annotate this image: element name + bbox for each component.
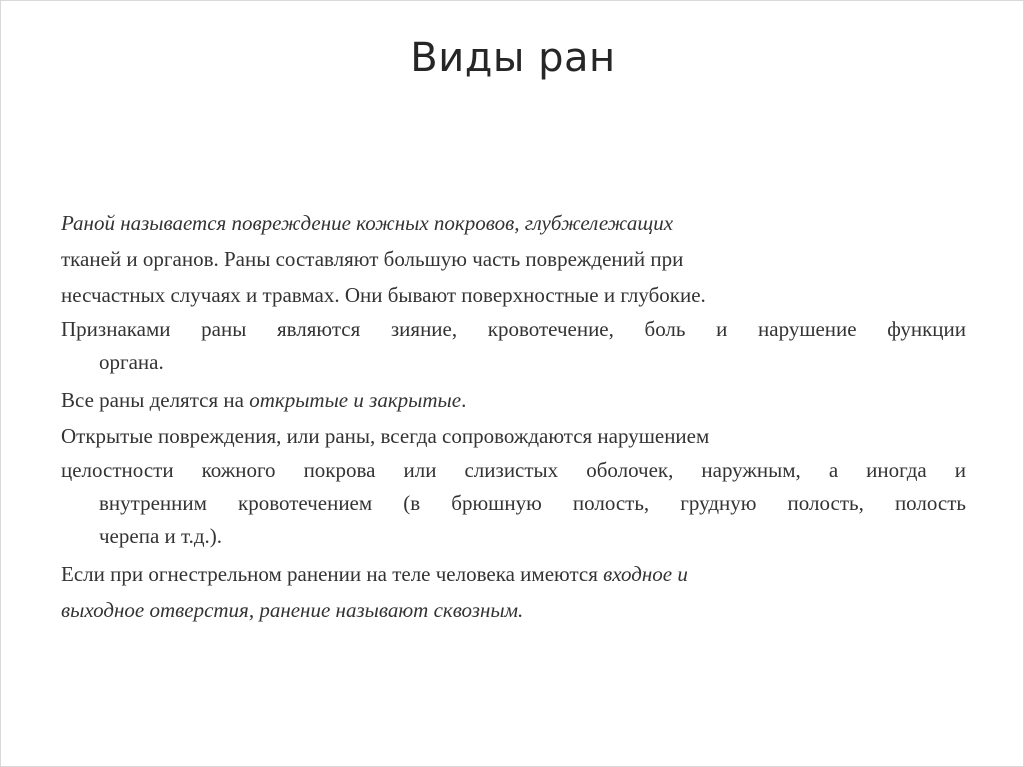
text-line-1 xyxy=(61,205,966,241)
classification-text: Все раны делятся на xyxy=(61,388,250,412)
text-line-7b: внутренним кровотечением (в брюшную полость, грудную полость, полость xyxy=(99,491,966,515)
text-line-6: Открытые повреждения, или раны, всегда сопровождаются нарушением xyxy=(61,424,710,448)
text-line-8 xyxy=(61,556,966,592)
text-line-2: тканей и органов. Раны составляют большую часть повреждений при xyxy=(61,247,684,271)
signs-paragraph xyxy=(61,313,966,379)
text-line-7c: черепа и т.д.). xyxy=(99,524,223,548)
slide-title: Виды ран xyxy=(410,35,616,81)
classification-emphasis: открытые и закрытые xyxy=(249,388,462,412)
through-wound-text: выходное отверстия, ранение называют сквозным. xyxy=(61,598,524,622)
text-line-4b: органа. xyxy=(99,350,164,374)
classification-end: . xyxy=(461,388,467,412)
text-line-7a: целостности кожного покрова или слизистых оболочек, наружным, а иногда и xyxy=(61,458,966,482)
text-line-9 xyxy=(61,592,966,628)
definition-text: Раной называется повреждение кожных покровов, глубжележащих xyxy=(61,211,674,235)
gunshot-emphasis: входное и xyxy=(603,562,688,586)
text-line-3: несчастных случаях и травмах. Они бывают поверхностные и глубокие. xyxy=(61,283,706,307)
gunshot-text: Если при огнестрельном ранении на теле человека имеются xyxy=(61,562,604,586)
slide-body xyxy=(61,205,966,628)
text-line-4a: Признаками раны являются зияние, кровотечение, боль и нарушение функции xyxy=(61,317,966,341)
open-wounds-paragraph xyxy=(61,454,966,553)
text-line-5 xyxy=(61,382,966,418)
